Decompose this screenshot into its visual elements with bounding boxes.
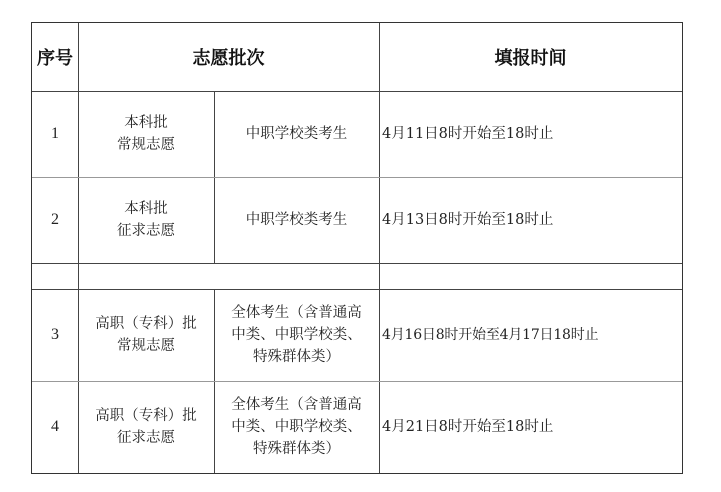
separator-row	[32, 264, 682, 289]
header-index: 序号	[37, 48, 73, 69]
row-3-time: 4月16日8时开始至4月17日18时止	[382, 327, 599, 343]
row-2-index: 2	[51, 211, 59, 228]
row-1-time: 4月11日8时开始至18时止	[382, 126, 554, 142]
admission-schedule-table	[31, 22, 683, 474]
row-3-index: 3	[51, 326, 59, 343]
row-1-candidates: 中职学校类考生	[245, 126, 348, 142]
row-3-batch: 高职（专科）批 常规志愿	[95, 316, 197, 354]
row-4-candidates: 全体考生（含普通高 中类、中职学校类、 特殊群体类）	[231, 397, 362, 457]
row-3-candidates: 全体考生（含普通高 中类、中职学校类、 特殊群体类）	[231, 305, 362, 365]
header-time: 填报时间	[494, 48, 567, 69]
row-2-batch: 本科批 征求志愿	[117, 201, 175, 239]
header-batch: 志愿批次	[192, 48, 265, 69]
row-2-time: 4月13日8时开始至18时止	[382, 212, 554, 228]
row-1-index: 1	[51, 125, 59, 142]
row-4-index: 4	[51, 418, 59, 435]
row-4-batch: 高职（专科）批 征求志愿	[95, 408, 197, 446]
row-4-time: 4月21日8时开始至18时止	[382, 419, 554, 435]
row-2-candidates: 中职学校类考生	[245, 212, 348, 228]
row-1-batch: 本科批 常规志愿	[117, 115, 175, 153]
